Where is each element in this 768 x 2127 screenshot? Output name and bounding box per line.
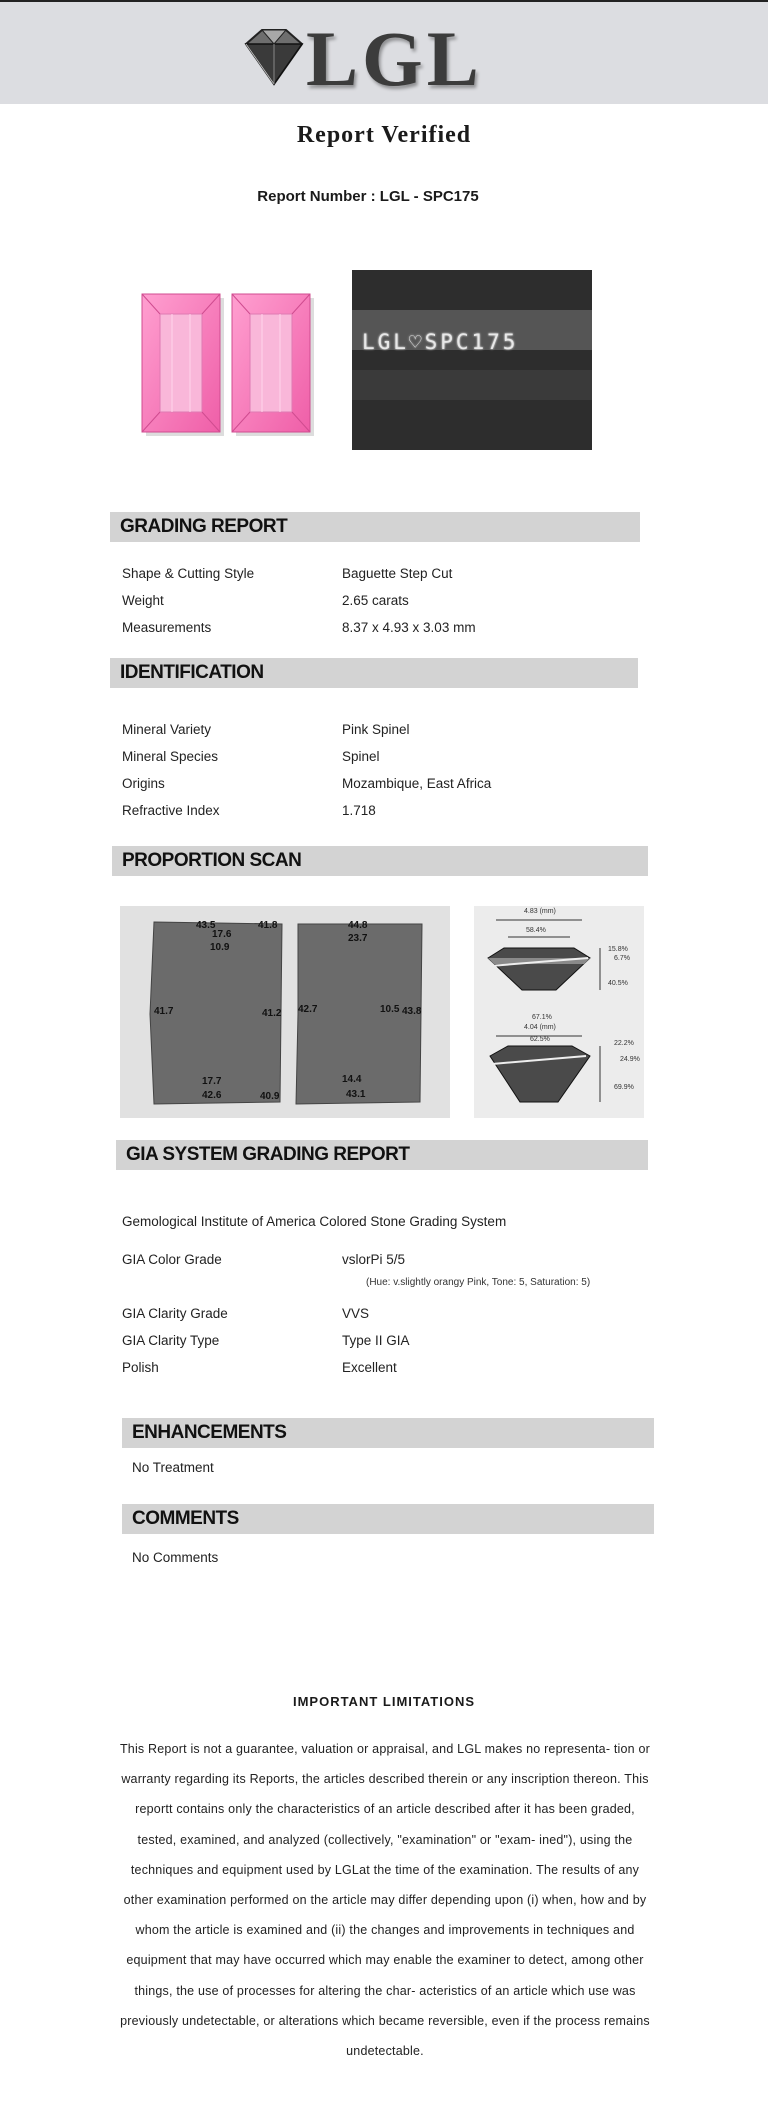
row-value: Spinel [342, 749, 380, 764]
gia-panel [114, 1140, 648, 1376]
gia-color-note: (Hue: v.slightly orangy Pink, Tone: 5, Saturation: 5) [366, 1277, 591, 1288]
row-value: Type II GIA [342, 1333, 410, 1348]
grading-title: GRADING REPORT [110, 512, 640, 542]
row-value: Mozambique, East Africa [342, 776, 492, 791]
enhancements-text: No Treatment [132, 1460, 214, 1475]
row-label: Weight [122, 593, 164, 608]
proportion-title: PROPORTION SCAN [112, 846, 648, 876]
row-value: 8.37 x 4.93 x 3.03 mm [342, 620, 476, 635]
lgl-logo[interactable] [234, 12, 494, 102]
scan-label: 42.6 [202, 1090, 222, 1101]
scan-label: 14.4 [342, 1074, 362, 1085]
row-value: 1.718 [342, 803, 376, 818]
row-value: Excellent [342, 1360, 397, 1375]
row-label: Measurements [122, 620, 212, 635]
row-label: Mineral Species [122, 749, 219, 764]
scan-label: 10.9 [210, 942, 230, 953]
page-title: Report Verified [296, 122, 472, 148]
identification-title: IDENTIFICATION [110, 658, 638, 688]
row-value: Baguette Step Cut [342, 566, 453, 581]
row-label: GIA Clarity Type [122, 1333, 220, 1348]
row-value: Pink Spinel [342, 722, 410, 737]
scan-label: 17.6 [212, 929, 232, 940]
profile-label: 4.83 (mm) [524, 908, 556, 915]
gia-system: Gemological Institute of America Colored Stone Grading System [122, 1214, 507, 1229]
row-label: GIA Clarity Grade [122, 1306, 228, 1321]
row-label: Refractive Index [122, 803, 220, 818]
scan-label: 10.5 [380, 1004, 400, 1015]
profile-label: 40.5% [608, 980, 628, 987]
logo-text: LGL [306, 15, 483, 102]
row-label: Origins [122, 776, 165, 791]
scan-label: 17.7 [202, 1076, 222, 1087]
comments-title: COMMENTS [122, 1504, 654, 1534]
grading-panel [108, 512, 642, 652]
profile-label: 69.9% [614, 1084, 634, 1091]
identification-panel [108, 658, 642, 818]
row-value: vslorPi 5/5 [342, 1252, 406, 1267]
profile-label: 22.2% [614, 1040, 634, 1047]
proportion-profile-scan [474, 906, 644, 1118]
scan-label: 41.8 [258, 920, 278, 931]
scan-label: 43.5 [196, 920, 216, 931]
limitations-text: This Report is not a guarantee, valuation or appraisal, and LGL makes no representa- tion or warranty regarding its Reports, the articles described therein or any inscription thereon. This reportt contains only the characteristics of an article described after it has been graded, tested, examined, and analyzed (collectively, "examination" or "exam- ined"), using the techniques and equipment used by LGLat the time of the examination. The results of any other examination performed on the article may differ depending upon (i) when, how and by whom the article is examined and (ii) the changes and improvements in techniques and equipment that may have occurred which may enable the examiner to detect, among other things, the use of processes for altering the char- acteristics of an article which use was previously undetectable, or alterations which became reversible, even if the process remains undetectable. [119, 1742, 651, 2059]
profile-label: 6.7% [614, 955, 630, 962]
row-label: Shape & Cutting Style [122, 566, 255, 581]
scan-label: 44.8 [348, 920, 368, 931]
scan-label: 43.8 [402, 1006, 422, 1017]
scan-label: 41.2 [262, 1008, 282, 1019]
proportion-face-scan [120, 906, 450, 1118]
limitations-title: IMPORTANT LIMITATIONS [292, 1694, 476, 1709]
gia-title: GIA SYSTEM GRADING REPORT [116, 1140, 648, 1170]
scan-label: 23.7 [348, 933, 368, 944]
row-label: Mineral Variety [122, 722, 212, 737]
profile-label: 62.5% [530, 1036, 550, 1043]
comments-panel [122, 1504, 654, 1588]
diamond-icon [234, 18, 314, 98]
profile-label: 24.9% [620, 1056, 640, 1063]
row-label: Polish [122, 1360, 159, 1375]
profile-label: 67.1% [532, 1014, 552, 1021]
enhancements-title: ENHANCEMENTS [122, 1418, 654, 1448]
gem-photo [134, 270, 324, 460]
scan-label: 41.7 [154, 1006, 174, 1017]
report-number: Report Number : LGL - SPC175 [257, 188, 479, 205]
scan-label: 40.9 [260, 1091, 280, 1102]
profile-label: 4.04 (mm) [524, 1024, 556, 1031]
profile-label: 15.8% [608, 946, 628, 953]
enhancements-panel [122, 1418, 654, 1486]
inscription-photo [352, 270, 592, 450]
profile-label: 58.4% [526, 927, 546, 934]
row-label: GIA Color Grade [122, 1252, 222, 1267]
scan-label: 42.7 [298, 1004, 318, 1015]
scan-label: 43.1 [346, 1089, 366, 1100]
comments-text: No Comments [132, 1550, 219, 1565]
row-value: VVS [342, 1306, 370, 1321]
row-value: 2.65 carats [342, 593, 409, 608]
header-banner [0, 0, 768, 104]
inscription-text: LGL♡SPC175 [362, 330, 519, 354]
